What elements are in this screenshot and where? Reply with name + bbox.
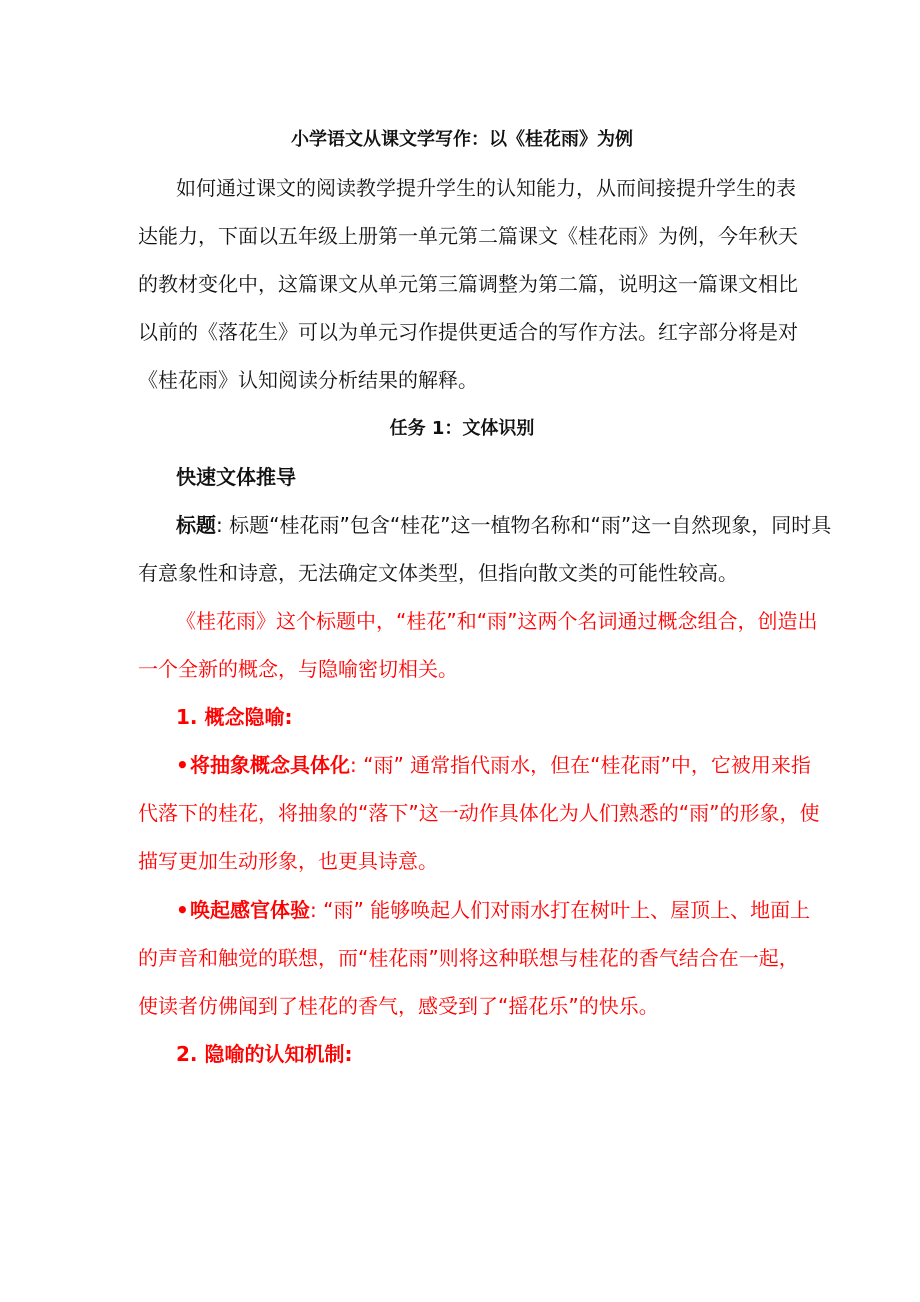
paragraph-subheading (138, 453, 786, 501)
line-text: : “雨” 通常指代雨水，但在“桂花雨”中，它被用来指 (350, 753, 811, 778)
line-text: 《桂花雨》认知阅读分析结果的解释。 (138, 368, 478, 393)
line-text: 《桂花雨》这个标题中，“桂花”和“雨”这两个名词通过概念组合，创造出 (176, 608, 818, 633)
paragraph-point1 (138, 693, 786, 741)
line-text: 有意象性和诗意，无法确定文体类型，但指向散文类的可能性较高。 (138, 560, 738, 585)
text-line (138, 308, 798, 356)
section-heading: 任务 1：文体识别 (389, 417, 535, 439)
bullet-icon: • (176, 897, 189, 922)
line-text: 描写更加生动形象，也更具诗意。 (138, 849, 438, 874)
text-line (138, 645, 786, 693)
text-line (138, 260, 798, 308)
paragraph-bullet2 (138, 886, 811, 1030)
bold-lead: 标题 (176, 512, 216, 537)
text-line (138, 934, 799, 982)
text-line (138, 837, 786, 885)
bold-lead: 快速文体推导 (176, 464, 296, 489)
text-line (138, 212, 798, 260)
text-line (138, 741, 811, 789)
line-text: 达能力，下面以五年级上册第一单元第二篇课文《桂花雨》为例，今年秋天 (138, 224, 798, 249)
line-text: 代落下的桂花，将抽象的“落下”这一动作具体化为人们熟悉的“雨”的形象，使 (138, 801, 820, 826)
line-text: 如何通过课文的阅读教学提升学生的认知能力，从而间接提升学生的表 (176, 176, 796, 201)
line-text: : 标题“桂花雨”包含“桂花”这一植物名称和“雨”这一自然现象，同时具 (216, 512, 832, 537)
paragraph-intro (138, 164, 798, 404)
line-text: 使读者仿佛闻到了桂花的香气，感受到了“摇花乐”的快乐。 (138, 993, 659, 1018)
text-line (138, 501, 832, 549)
text-line (138, 356, 786, 404)
text-line (138, 1030, 786, 1078)
text-line (138, 549, 786, 597)
bold-lead: 唤起感官体验 (190, 897, 310, 922)
bold-lead: 1. 概念隐喻: (176, 705, 293, 730)
text-line (138, 982, 786, 1030)
paragraph-point2 (138, 1030, 786, 1078)
bold-lead: 将抽象概念具体化 (190, 753, 350, 778)
text-line (138, 597, 818, 645)
paragraph-title-analysis (138, 501, 832, 597)
line-text: 的教材变化中，这篇课文从单元第三篇调整为第二篇，说明这一篇课文相比 (138, 272, 798, 297)
bold-lead: 2. 隐喻的认知机制: (176, 1041, 353, 1066)
text-line (138, 693, 786, 741)
document-title: 小学语文从课文学写作：以《桂花雨》为例 (291, 129, 633, 150)
line-text: 的声音和触觉的联想，而“桂花雨”则将这种联想与桂花的香气结合在一起， (138, 945, 799, 970)
line-text: : “雨” 能够唤起人们对雨水打在树叶上、屋顶上、地面上 (310, 897, 811, 922)
line-text: 一个全新的概念，与隐喻密切相关。 (138, 657, 458, 682)
text-line (138, 886, 811, 934)
paragraph-bullet1 (138, 741, 820, 885)
text-line (138, 789, 820, 837)
bullet-icon: • (176, 753, 189, 778)
line-text: 以前的《落花生》可以为单元习作提供更适合的写作方法。红字部分将是对 (138, 320, 798, 345)
text-line (138, 164, 796, 212)
document-page (138, 116, 832, 1078)
paragraph-red-explain (138, 597, 818, 693)
text-line (138, 453, 786, 501)
